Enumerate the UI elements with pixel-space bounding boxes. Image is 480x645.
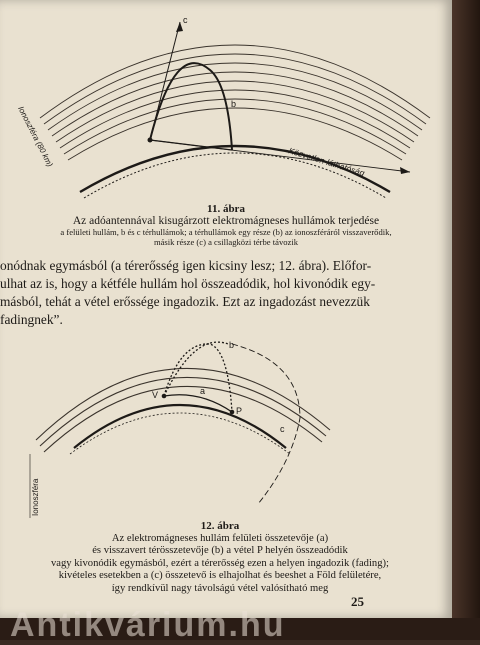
earth-surface-bottom xyxy=(70,413,290,454)
label-a: a xyxy=(200,386,206,396)
label-c: c xyxy=(280,424,285,434)
figure-12-caption xyxy=(40,520,400,595)
book-spine xyxy=(452,0,480,640)
label-ionosphere: Ionoszféra xyxy=(31,478,40,516)
figure-11-title: 11. ábra xyxy=(207,203,245,215)
figure-11-caption-line3: másik része (c) a csillagközi térbe távozik xyxy=(153,237,299,247)
figure-12-title: 12. ábra xyxy=(200,520,240,532)
body-line-3: másból, tehát a vétel erőssége ingadozik. Ezt az ingadozást nevezzük xyxy=(0,294,370,309)
surface-wave-a xyxy=(164,395,232,412)
figure-12-caption-line2: és visszavert térösszetevője (b) a vétel P helyén összeadódik xyxy=(92,545,348,556)
c-arrow-icon xyxy=(176,22,183,32)
label-v: V xyxy=(152,390,159,400)
figure-11-caption-line1: Az adóantennával kisugárzott elektromágneses hullámok terjedése xyxy=(72,215,380,227)
line-of-sight xyxy=(150,140,410,172)
figure-11-diagram xyxy=(0,0,452,200)
space-wave-c xyxy=(232,344,300,504)
label-b: b xyxy=(229,340,235,350)
body-line-1: onódnak egymásból (a térerősség igen kicsiny lesz; 12. ábra). Előfor- xyxy=(0,258,372,273)
page-number: 25 xyxy=(351,594,364,609)
figure-11-caption-line2: a felületi hullám, b és c térhullámok; a térhullámok egy része (b) az ionoszféráról visszaverődik, xyxy=(60,227,392,237)
watermark: Antikvárium.hu xyxy=(10,606,286,644)
figure-12-caption-line1: Az elektromágneses hullám felületi összetevője (a) xyxy=(111,532,329,544)
earth-circle xyxy=(74,405,286,448)
transmitter-v-icon xyxy=(162,394,167,399)
label-ionosphere-80km: Ionoszféra (80 km) xyxy=(16,104,55,169)
line-of-sight-arrow-icon xyxy=(400,167,410,174)
body-paragraph xyxy=(0,257,442,329)
ionosphere-arcs xyxy=(36,368,330,452)
figure-12-caption-line3: vagy kivonódik egymásból, ezért a térerősség ezen a helyen ingadozik (fading); xyxy=(51,557,389,569)
figure-12-diagram xyxy=(0,322,452,522)
label-b: b xyxy=(231,99,237,109)
figure-12-caption-line4: kivételes esetekben a (c) összetevő is elhajolhat és beeshet a Föld felületére, xyxy=(58,570,382,581)
transmitter-antenna-icon xyxy=(148,138,153,143)
receiver-p-icon xyxy=(230,410,235,415)
label-line-of-sight: Közvetlen láthatóság xyxy=(287,145,366,178)
body-line-2: ulhat az is, hogy a kétféle hullám hol összeadódik, hol kivonódik egy- xyxy=(0,276,376,291)
figure-11-caption xyxy=(20,203,432,247)
label-c: c xyxy=(183,15,188,25)
label-p: P xyxy=(236,406,243,416)
figure-12-caption-line5: így rendkívül nagy távolságú vétel valósítható meg xyxy=(111,582,329,594)
body-line-4: fadingnek”. xyxy=(0,312,63,327)
